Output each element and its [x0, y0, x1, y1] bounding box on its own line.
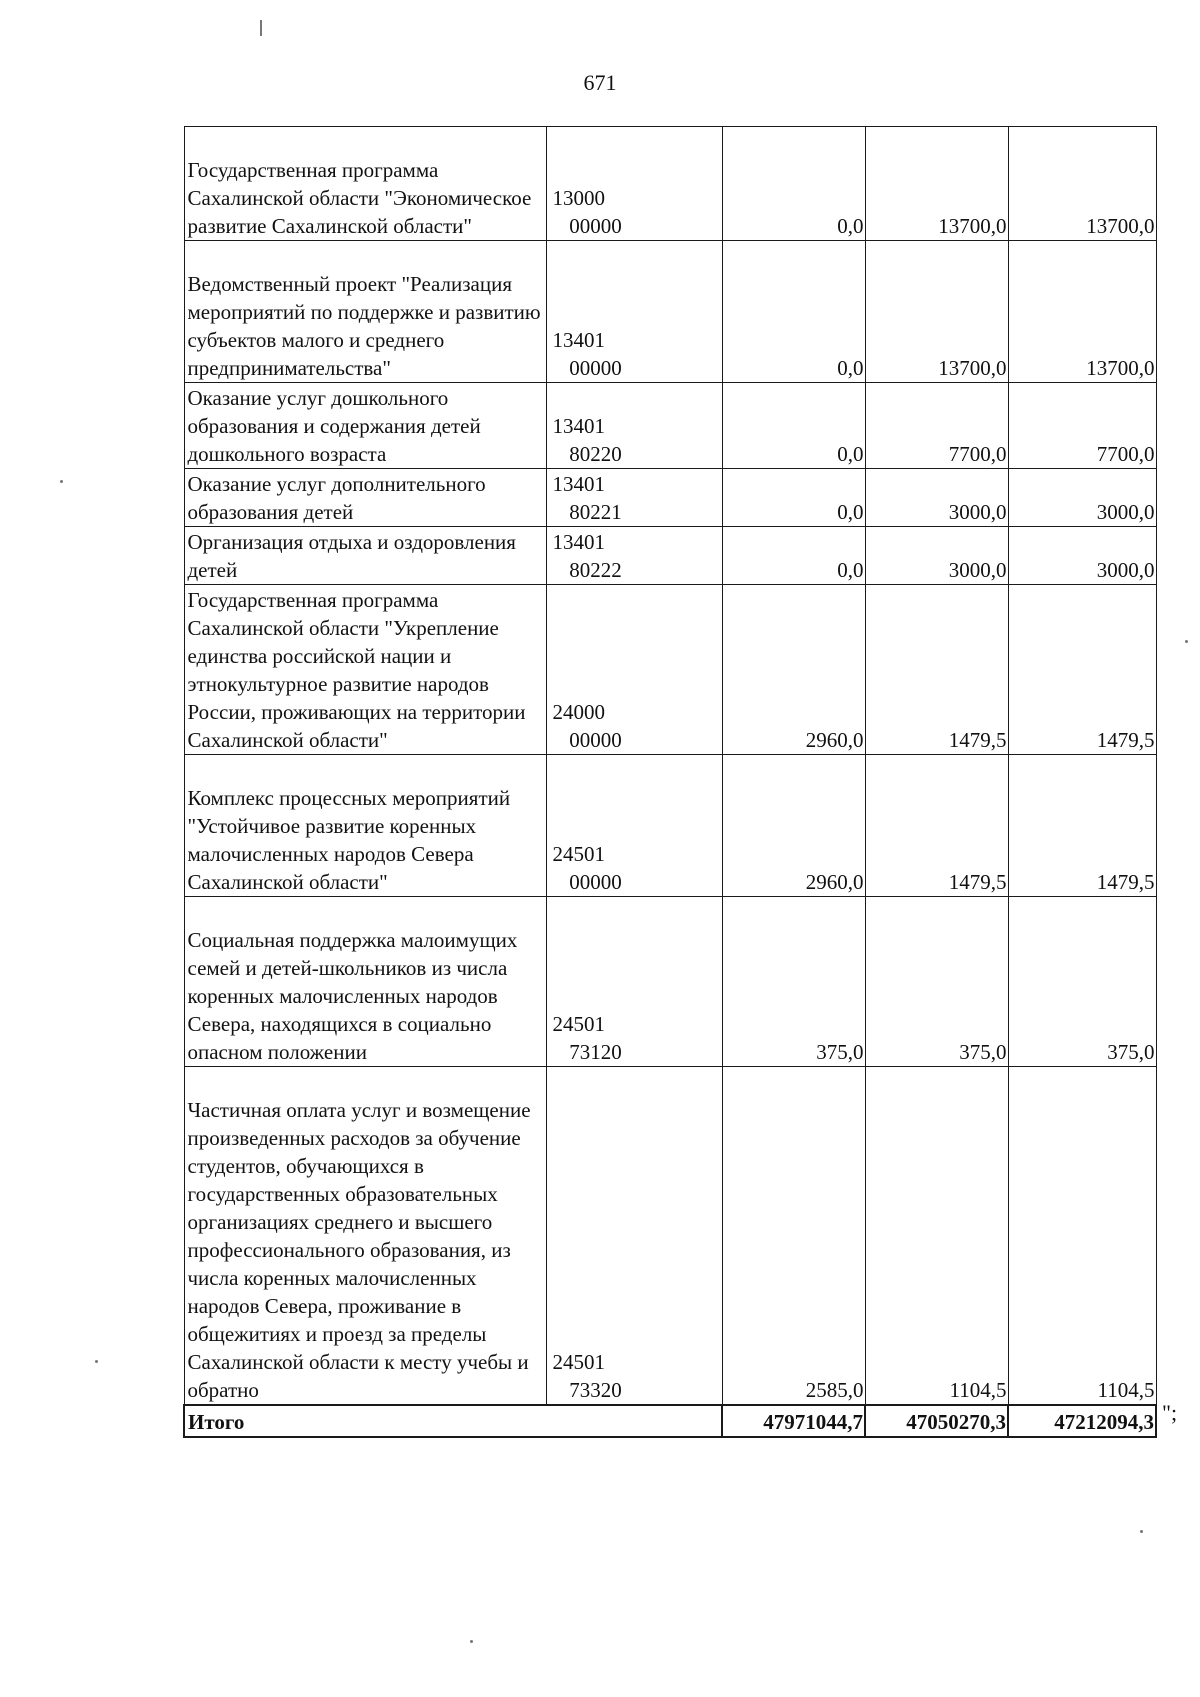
value-year-3: 1479,5 [1008, 585, 1156, 755]
expense-direction-code: 00000 [569, 214, 622, 238]
row-name: Социальная поддержка малоимущих семей и детей-школьников из числа коренных малочисленных народов Севера, находящихся в социально опасном положении [184, 897, 546, 1067]
table-row [184, 897, 1156, 1067]
row-name: Государственная программа Сахалинской области "Укрепление единства российской нации и этнокультурное развитие народов России, проживающих на территории Сахалинской области" [184, 585, 546, 755]
value-year-3: 7700,0 [1008, 383, 1156, 469]
table-row [184, 241, 1156, 383]
target-article-code: 24501 [552, 842, 605, 866]
target-article-code: 24501 [552, 1012, 605, 1036]
value-year-3: 1479,5 [1008, 755, 1156, 897]
page-number: 671 [583, 70, 617, 95]
target-article-code: 13401 [552, 414, 605, 438]
value-year-1: 0,0 [722, 383, 865, 469]
expense-direction-code: 80221 [569, 500, 622, 524]
row-code [546, 383, 722, 469]
row-code [546, 585, 722, 755]
value-year-1: 0,0 [722, 241, 865, 383]
target-article-code: 24501 [552, 1349, 605, 1374]
table-row [184, 755, 1156, 897]
value-year-3: 3000,0 [1008, 469, 1156, 527]
row-name: Оказание услуг дошкольного образования и содержания детей дошкольного возраста [184, 383, 546, 469]
expense-direction-code: 00000 [569, 870, 622, 894]
target-article-code: 13401 [552, 472, 605, 496]
expense-direction-code: 00000 [569, 728, 622, 752]
scan-speck [1140, 1530, 1143, 1533]
expense-direction-code: 73320 [569, 1377, 622, 1402]
row-name: Ведомственный проект "Реализация мероприятий по поддержке и развитию субъектов малого и среднего предпринимательства" [184, 241, 546, 383]
value-year-1: 2585,0 [722, 1067, 865, 1405]
closing-quote-mark: "; [1162, 1400, 1178, 1425]
value-year-2: 3000,0 [865, 527, 1008, 585]
target-article-code: 24000 [552, 700, 605, 724]
row-name: Частичная оплата услуг и возмещение произведенных расходов за обучение студентов, обучающихся в государственных образовательных организациях среднего и высшего профессионального образования, из числа коренных малочисленных народов Севера, проживание в общежитиях и проезд за пределы Сахалинской области к месту учебы и обратно [184, 1067, 546, 1405]
value-year-2: 1104,5 [865, 1067, 1008, 1405]
value-year-1: 0,0 [722, 527, 865, 585]
value-year-2: 13700,0 [865, 127, 1008, 241]
expense-direction-code: 00000 [569, 356, 622, 380]
row-code [546, 897, 722, 1067]
value-year-2: 1479,5 [865, 755, 1008, 897]
total-year-1: 47971044,7 [722, 1405, 865, 1437]
table-row [184, 127, 1156, 241]
row-code [546, 469, 722, 527]
row-code [546, 755, 722, 897]
target-article-code: 13401 [552, 328, 605, 352]
row-code [546, 1067, 722, 1405]
table-row [184, 585, 1156, 755]
value-year-2: 375,0 [865, 897, 1008, 1067]
value-year-3: 13700,0 [1008, 241, 1156, 383]
value-year-3: 1104,5 [1008, 1067, 1156, 1405]
row-code [546, 241, 722, 383]
target-article-code: 13401 [552, 530, 605, 554]
total-row [184, 1405, 1156, 1437]
table-row [184, 469, 1156, 527]
value-year-1: 0,0 [722, 127, 865, 241]
target-article-code: 13000 [552, 186, 605, 210]
value-year-3: 13700,0 [1008, 127, 1156, 241]
row-name: Государственная программа Сахалинской области "Экономическое развитие Сахалинской области" [184, 127, 546, 241]
table-row [184, 527, 1156, 585]
table-row [184, 383, 1156, 469]
total-year-2: 47050270,3 [865, 1405, 1008, 1437]
scan-speck [260, 20, 262, 36]
value-year-2: 3000,0 [865, 469, 1008, 527]
value-year-2: 7700,0 [865, 383, 1008, 469]
value-year-1: 2960,0 [722, 755, 865, 897]
total-label: Итого [184, 1405, 722, 1437]
expense-direction-code: 80222 [569, 558, 622, 582]
scan-speck [95, 1360, 98, 1363]
scan-speck [60, 480, 63, 483]
row-name: Оказание услуг дополнительного образования детей [184, 469, 546, 527]
scan-speck [470, 1640, 473, 1643]
table-row [184, 1067, 1156, 1405]
row-code [546, 527, 722, 585]
row-name: Организация отдыха и оздоровления детей [184, 527, 546, 585]
scan-speck [1185, 640, 1188, 643]
row-code [546, 127, 722, 241]
value-year-1: 0,0 [722, 469, 865, 527]
value-year-1: 375,0 [722, 897, 865, 1067]
total-year-3: 47212094,3 [1008, 1405, 1156, 1437]
expense-direction-code: 73120 [569, 1040, 622, 1064]
value-year-1: 2960,0 [722, 585, 865, 755]
expense-direction-code: 80220 [569, 442, 622, 466]
value-year-2: 1479,5 [865, 585, 1008, 755]
value-year-3: 375,0 [1008, 897, 1156, 1067]
row-name: Комплекс процессных мероприятий "Устойчивое развитие коренных малочисленных народов Севера Сахалинской области" [184, 755, 546, 897]
value-year-3: 3000,0 [1008, 527, 1156, 585]
budget-table [183, 126, 1157, 1438]
value-year-2: 13700,0 [865, 241, 1008, 383]
